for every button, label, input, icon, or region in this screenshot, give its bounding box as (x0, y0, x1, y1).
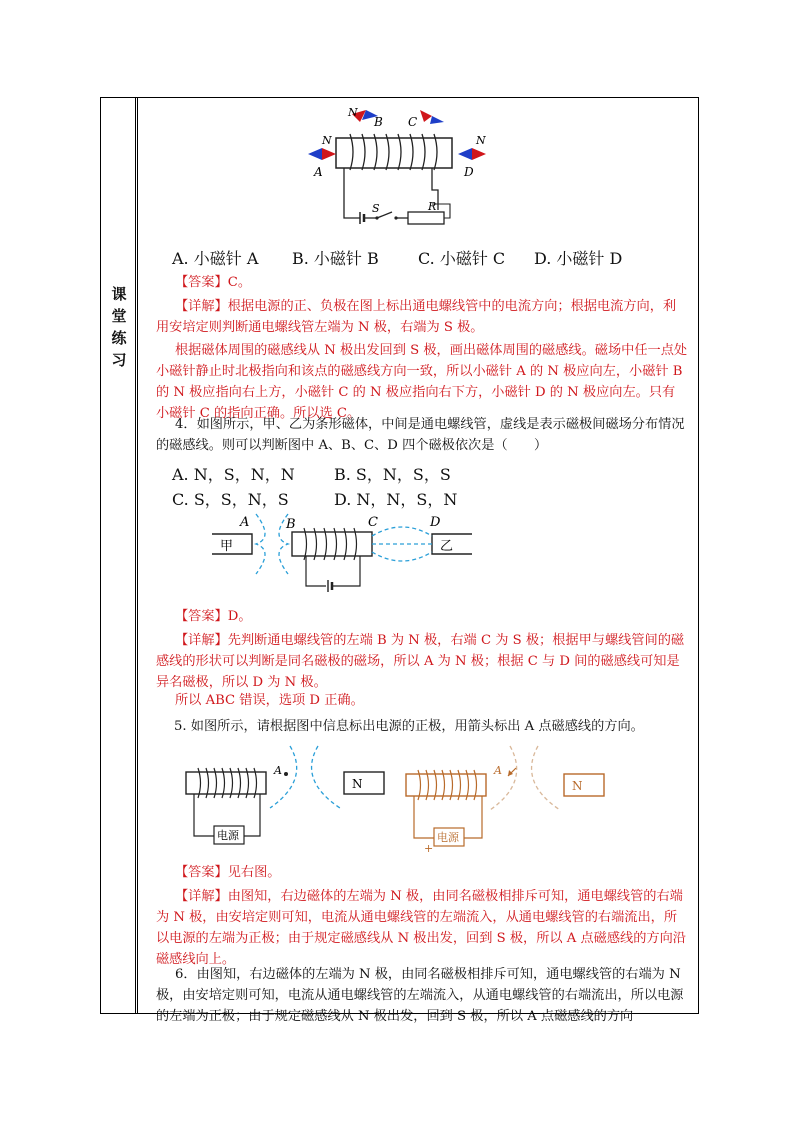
label-C2: C (368, 515, 378, 530)
side-column (100, 97, 138, 1014)
q4-question: 4．如图所示，甲、乙为条形磁体，中间是通电螺线管，虚线是表示磁极间磁场分布情况的磁感线。则可以判断图中 A、B、C、D 四个磁极依次是（ ） (156, 417, 685, 453)
label-S: S (372, 202, 380, 215)
q3-option-a: A. 小磁针 A (172, 249, 259, 268)
label-A: A (314, 165, 323, 179)
figure-q5-answer (400, 744, 610, 856)
label-C: C (408, 115, 418, 129)
label-B2: B (286, 517, 296, 532)
label-A2: A (240, 515, 250, 530)
label-A3: A (274, 764, 282, 777)
q3-explain-2: 根据磁体周围的磁感线从 N 极出发回到 S 极，画出磁体周围的磁感线。磁场中任一点处小磁针静止时北极指向和该点的磁感线方向一致，所以小磁针 A 的 N 极应向左，小磁针 B 的 N 极应指向右上方，小磁针 C 的 N 极应指向右下方，小磁针 D 的 N 极应向左。只有小磁针 C 的指向正确。所以选 C。 (156, 343, 688, 421)
label-D2: D (430, 515, 441, 530)
side-label-char: 习 (111, 351, 127, 369)
q4-option-a: A. N，S，N，N (172, 465, 295, 484)
label-jia: 甲 (220, 539, 234, 554)
figure-magnets-solenoid (212, 512, 472, 594)
label-plus: + (424, 842, 434, 855)
side-label-char: 练 (111, 329, 127, 347)
q4-option-d: D. N，N，S，N (334, 490, 458, 509)
side-label (108, 283, 130, 371)
label-N3: N (352, 777, 363, 791)
q3-answer: 【答案】C。 (175, 275, 252, 290)
needle-C (420, 110, 444, 124)
label-A4: A (494, 764, 502, 777)
q3-option-b: B. 小磁针 B (292, 249, 379, 268)
needle-D (458, 148, 486, 160)
label-D: D (464, 165, 474, 179)
figure-q5-original (180, 744, 390, 854)
needle-A (308, 148, 336, 160)
side-column-divider (135, 97, 136, 1014)
label-N-left: N (322, 134, 332, 147)
label-power: 电源 (217, 829, 239, 842)
side-label-char: 堂 (111, 307, 127, 325)
label-power2: 电源 (437, 831, 459, 844)
q4-answer: 【答案】D。 (175, 609, 252, 624)
q5-question: 5. 如图所示，请根据图中信息标出电源的正极，用箭头标出 A 点磁感线的方向。 (174, 719, 644, 734)
label-N-top: N (348, 106, 358, 119)
label-yi: 乙 (440, 539, 454, 554)
q6-text: 6．由图知，右边磁体的左端为 N 极，由同名磁极相排斥可知，通电螺线管的右端为 N 极，由安培定则可知，电流从通电螺线管的左端流入，从通电螺线管的右端流出，所以电源的左端为正极；由于规定磁感线从 N 极出发，回到 S 极，所以 A 点磁感线的方向 (156, 967, 684, 1024)
q5-explain: 【详解】由图知，右边磁体的左端为 N 极，由同名磁极相排斥可知，通电螺线管的右端为 N 极，由安培定则可知，电流从通电螺线管的左端流入，从通电螺线管的右端流出，所以电源的左端为正极；由于规定磁感线从 N 极出发，回到 S 极，所以 A 点磁感线的方向沿磁感线向上。 (156, 889, 686, 967)
q3-explain-1: 【详解】根据电源的正、负极在图上标出通电螺线管中的电流方向；根据电流方向，利用安培定则判断通电螺线管左端为 N 极，右端为 S 极。 (156, 299, 677, 335)
q4-explain-2: 所以 ABC 错误，选项 D 正确。 (175, 693, 364, 708)
q4-option-b: B. S，N，S，S (334, 465, 451, 484)
side-label-char: 课 (111, 285, 127, 303)
label-N4: N (572, 779, 583, 793)
q3-option-d: D. 小磁针 D (534, 249, 623, 268)
label-R: R (428, 200, 437, 213)
figure-solenoid-compass (300, 104, 500, 234)
q3-option-c: C. 小磁针 C (418, 249, 506, 268)
q4-explain-1: 【详解】先判断通电螺线管的左端 B 为 N 极，右端 C 为 S 极；根据甲与螺线管间的磁感线的形状可以判断是同名磁极的磁场，所以 A 为 N 极；根据 C 与 D 间的磁感线可知是异名磁极，所以 D 为 N 极。 (156, 633, 685, 690)
label-N-right: N (476, 134, 486, 147)
label-B: B (374, 115, 383, 129)
q5-answer: 【答案】见右图。 (175, 865, 281, 880)
q4-option-c: C. S，S，N，S (172, 490, 289, 509)
